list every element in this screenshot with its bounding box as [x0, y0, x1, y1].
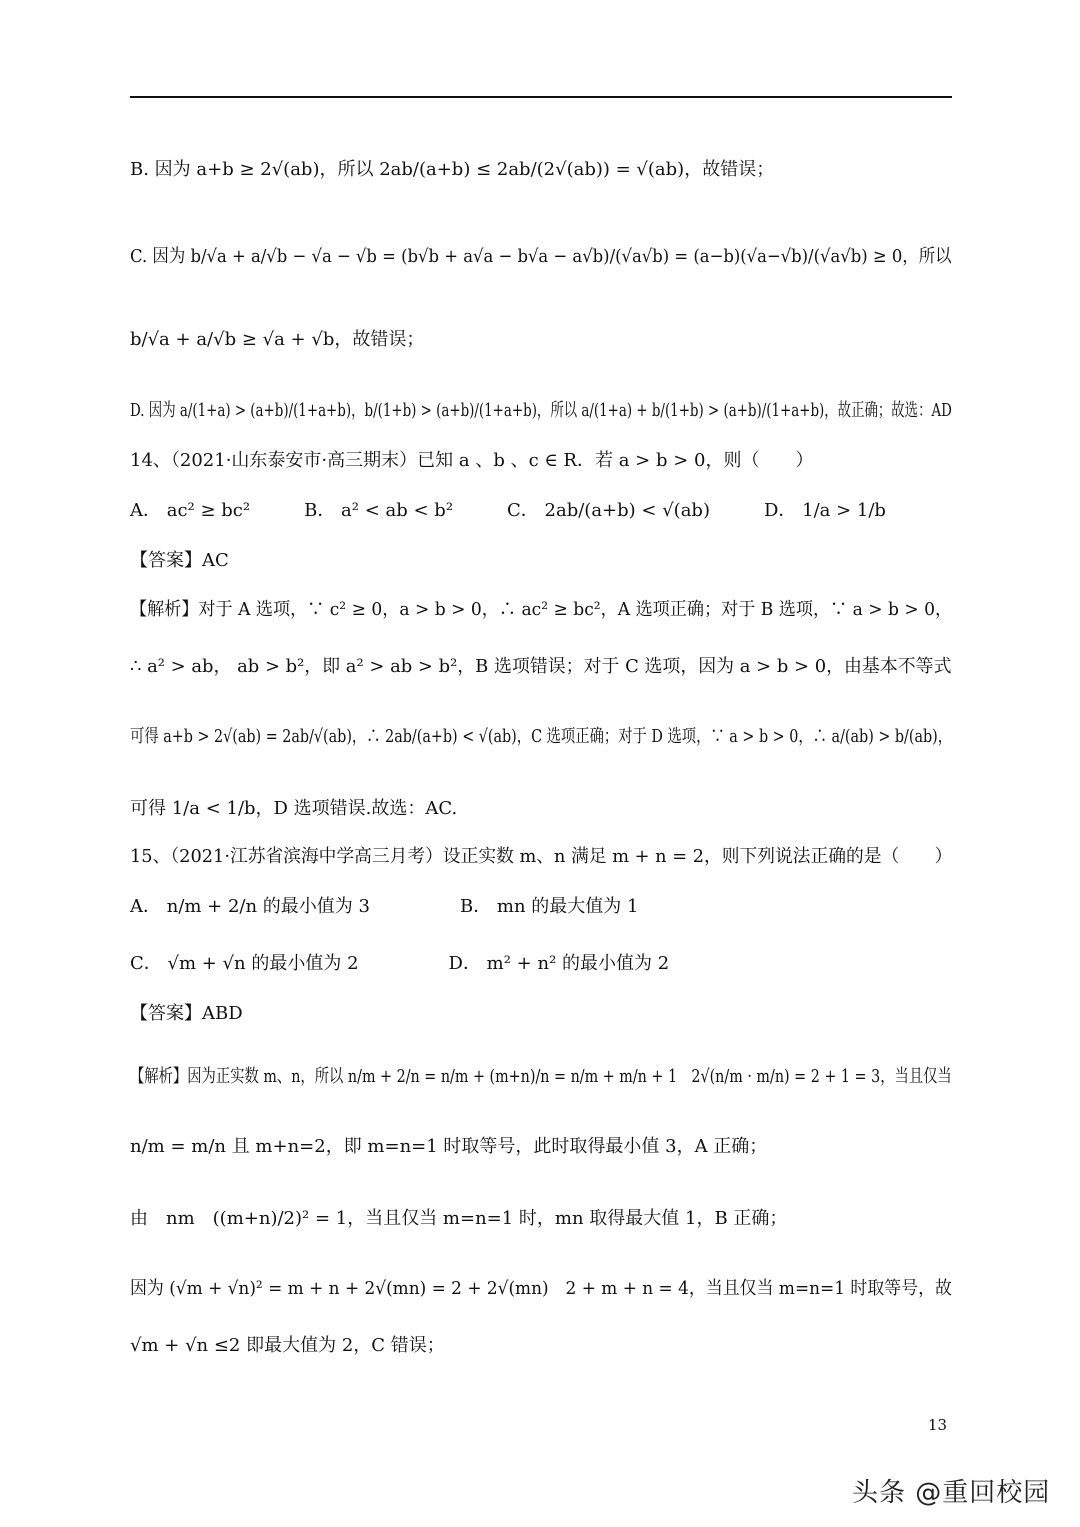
question-14: 14、（2021·山东泰安市·高三期末）已知 a 、b 、c ∈ R．若 a > b > 0，则（ ） [130, 450, 814, 471]
page-number: 13 [928, 1416, 948, 1434]
question-15-options-ab: A． n/m + 2/n 的最小值为 3 B． mn 的最大值为 1 [130, 896, 639, 917]
solution-15-line4: 因为 (√m + √n)² = m + n + 2√(mn) = 2 + 2√(mn) 2 + m + n = 4，当且仅当 m=n=1 时取等号，故 [130, 1278, 952, 1299]
solution-15-line1: 【解析】因为正实数 m、n，所以 n/m + 2/n = n/m + (m+n)/n = n/m + m/n + 1 2√(n/m · m/n) = 2 + 1 = 3，当且仅当 [130, 1066, 952, 1087]
answer-14: 【答案】AC [130, 550, 229, 571]
solution-14-line1: 【解析】对于 A 选项，∵ c² ≥ 0，a > b > 0，∴ ac² ≥ bc²，A 选项正确；对于 B 选项，∵ a > b > 0， [130, 599, 953, 620]
solution-15-line3: 由 nm ((m+n)/2)² = 1，当且仅当 m=n=1 时，mn 取得最大值 1，B 正确； [130, 1208, 788, 1229]
watermark: 头条 @重回校园 [852, 1478, 1051, 1508]
question-15-options-cd: C． √m + √n 的最小值为 2 D． m² + n² 的最小值为 2 [130, 953, 670, 974]
line-option-c-cont: b/√a + a/√b ≥ √a + √b，故错误； [130, 329, 425, 350]
line-option-c: C. 因为 b/√a + a/√b − √a − √b = (b√b + a√a − b√a − a√b)/(√a√b) = (a−b)(√a−√b)/(√a√b) ≥ 0，所以 [130, 246, 952, 267]
solution-14-line2: ∴ a² > ab， ab > b²，即 a² > ab > b²，B 选项错误；对于 C 选项，因为 a > b > 0，由基本不等式 [130, 656, 952, 677]
header-rule [130, 96, 952, 98]
question-15: 15、（2021·江苏省滨海中学高三月考）设正实数 m、n 满足 m + n = 2，则下列说法正确的是（ ） [130, 846, 953, 867]
solution-14-line3: 可得 a+b > 2√(ab) = 2ab/√(ab)，∴ 2ab/(a+b) < √(ab)，C 选项正确；对于 D 选项，∵ a > b > 0，∴ a/(ab) > b/(ab)， [130, 726, 953, 747]
line-option-b: B. 因为 a+b ≥ 2√(ab)，所以 2ab/(a+b) ≤ 2ab/(2√(ab)) = √(ab)，故错误； [130, 159, 775, 180]
solution-15-line5: √m + √n ≤2 即最大值为 2，C 错误； [130, 1335, 445, 1356]
solution-15-line2: n/m = m/n 且 m+n=2，即 m=n=1 时取等号，此时取得最小值 3，A 正确； [130, 1136, 768, 1157]
line-option-d: D. 因为 a/(1+a) > (a+b)/(1+a+b)，b/(1+b) > (a+b)/(1+a+b)，所以 a/(1+a) + b/(1+b) > (a+b)/(1+a+b)，故正确；故选：AD [130, 400, 952, 421]
solution-14-line4: 可得 1/a < 1/b，D 选项错误.故选：AC. [130, 798, 458, 819]
question-14-options: A． ac² ≥ bc² B． a² < ab < b² C． 2ab/(a+b) < √(ab) D． 1/a > 1/b [130, 500, 886, 521]
answer-15: 【答案】ABD [130, 1003, 243, 1024]
